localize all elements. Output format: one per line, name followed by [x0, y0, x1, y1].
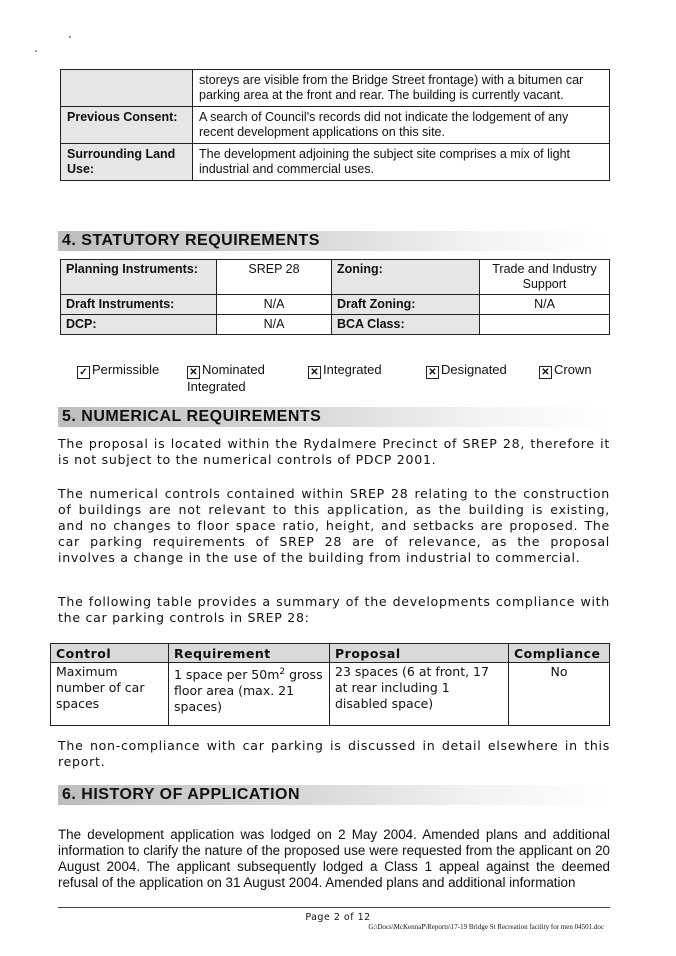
zoning-label: Zoning:: [332, 260, 480, 295]
cell-control: Maximum number of car spaces: [51, 663, 169, 726]
table-row: [61, 107, 610, 144]
numerical-paragraph-3: The following table provides a summary of the developments compliance with the car parking controls in SREP 28:: [58, 594, 610, 625]
cross-icon: ✕: [187, 366, 200, 379]
site-description-table: [60, 69, 610, 181]
checkbox-permissible: ✓ Permissible: [77, 362, 159, 379]
table-row: [51, 663, 610, 726]
section-heading-numerical: 5. NUMERICAL REQUIREMENTS: [58, 407, 610, 427]
cross-icon: ✕: [426, 366, 439, 379]
check-icon: ✓: [77, 366, 90, 379]
history-paragraph-1: The development application was lodged on 2 May 2004. Amended plans and additional information to clarify the nature of the proposed use were requested from the applicant on 20 August 2004. The applicant subsequently lodged a Class 1 appeal against the deemed refusal of the application on 31 August 2004. Amended plans and additional information: [58, 827, 610, 890]
table-row: [61, 70, 610, 107]
cell-requirement: 1 space per $50m^2$ gross floor area (max. 21 spaces): [169, 663, 330, 726]
footer-divider: [58, 907, 610, 908]
row-text: A search of Council's records did not indicate the lodgement of any recent development applications on this site.: [193, 107, 610, 144]
numerical-paragraph-4: The non-compliance with car parking is discussed in detail elsewhere in this report.: [58, 738, 610, 769]
dcp-label: DCP:: [61, 315, 217, 335]
page-number: Page 2 of 12: [305, 912, 371, 923]
cross-icon: ✕: [308, 366, 321, 379]
checkbox-integrated: ✕ Integrated: [308, 362, 382, 379]
cell-proposal: 23 spaces (6 at front, 17 at rear including 1 disabled space): [330, 663, 509, 726]
planning-label: Planning Instruments:: [61, 260, 217, 295]
scan-speck: [35, 50, 37, 52]
checkbox-nominated-integrated: ✕ Nominated Integrated: [187, 362, 265, 394]
checkbox-crown: ✕ Crown: [539, 362, 592, 379]
numerical-paragraph-2: The numerical controls contained within SREP 28 relating to the construction of buildings are not relevant to this application, as the building is existing, and no changes to floor space ratio, height, and setbacks are proposed. The car parking requirements of SREP 28 are of relevance, as the proposal involves a change in the use of the building from industrial to commercial.: [58, 486, 610, 565]
statutory-table: [60, 259, 610, 335]
row-label: Previous Consent:: [61, 107, 193, 144]
checkbox-designated: ✕ Designated: [426, 362, 507, 379]
draft-zoning-value: N/A: [480, 295, 610, 315]
table-row: [61, 144, 610, 181]
table-row: [61, 295, 610, 315]
table-row: [61, 260, 610, 295]
draft-instruments-value: N/A: [217, 295, 332, 315]
dcp-value: N/A: [217, 315, 332, 335]
file-path: G:\Docs\McKennaP\Reports\17-19 Bridge St Recreation facility for men 04501.doc: [368, 923, 604, 931]
draft-zoning-label: Draft Zoning:: [332, 295, 480, 315]
col-header-proposal: Proposal: [330, 644, 509, 663]
col-header-compliance: Compliance: [509, 644, 610, 663]
planning-value: SREP 28: [217, 260, 332, 295]
row-label: [61, 70, 193, 107]
table-row: [61, 315, 610, 335]
row-label: Surrounding Land Use:: [61, 144, 193, 181]
bca-class-label: BCA Class:: [332, 315, 480, 335]
cross-icon: ✕: [539, 366, 552, 379]
row-text: storeys are visible from the Bridge Street frontage) with a bitumen car parking area at the front and rear. The building is currently vacant.: [193, 70, 610, 107]
section-heading-statutory: 4. STATUTORY REQUIREMENTS: [58, 231, 610, 251]
row-text: The development adjoining the subject site comprises a mix of light industrial and commercial uses.: [193, 144, 610, 181]
table-header-row: [51, 644, 610, 663]
numerical-paragraph-1: The proposal is located within the Rydalmere Precinct of SREP 28, therefore it is not subject to the numerical controls of PDCP 2001.: [58, 436, 610, 467]
bca-class-value: [480, 315, 610, 335]
col-header-control: Control: [51, 644, 169, 663]
scan-speck: [69, 36, 71, 38]
cell-compliance: No: [509, 663, 610, 726]
draft-instruments-label: Draft Instruments:: [61, 295, 217, 315]
zoning-value: Trade and Industry Support: [480, 260, 610, 295]
section-heading-history: 6. HISTORY OF APPLICATION: [58, 785, 610, 805]
col-header-requirement: Requirement: [169, 644, 330, 663]
car-parking-table: [50, 643, 610, 726]
